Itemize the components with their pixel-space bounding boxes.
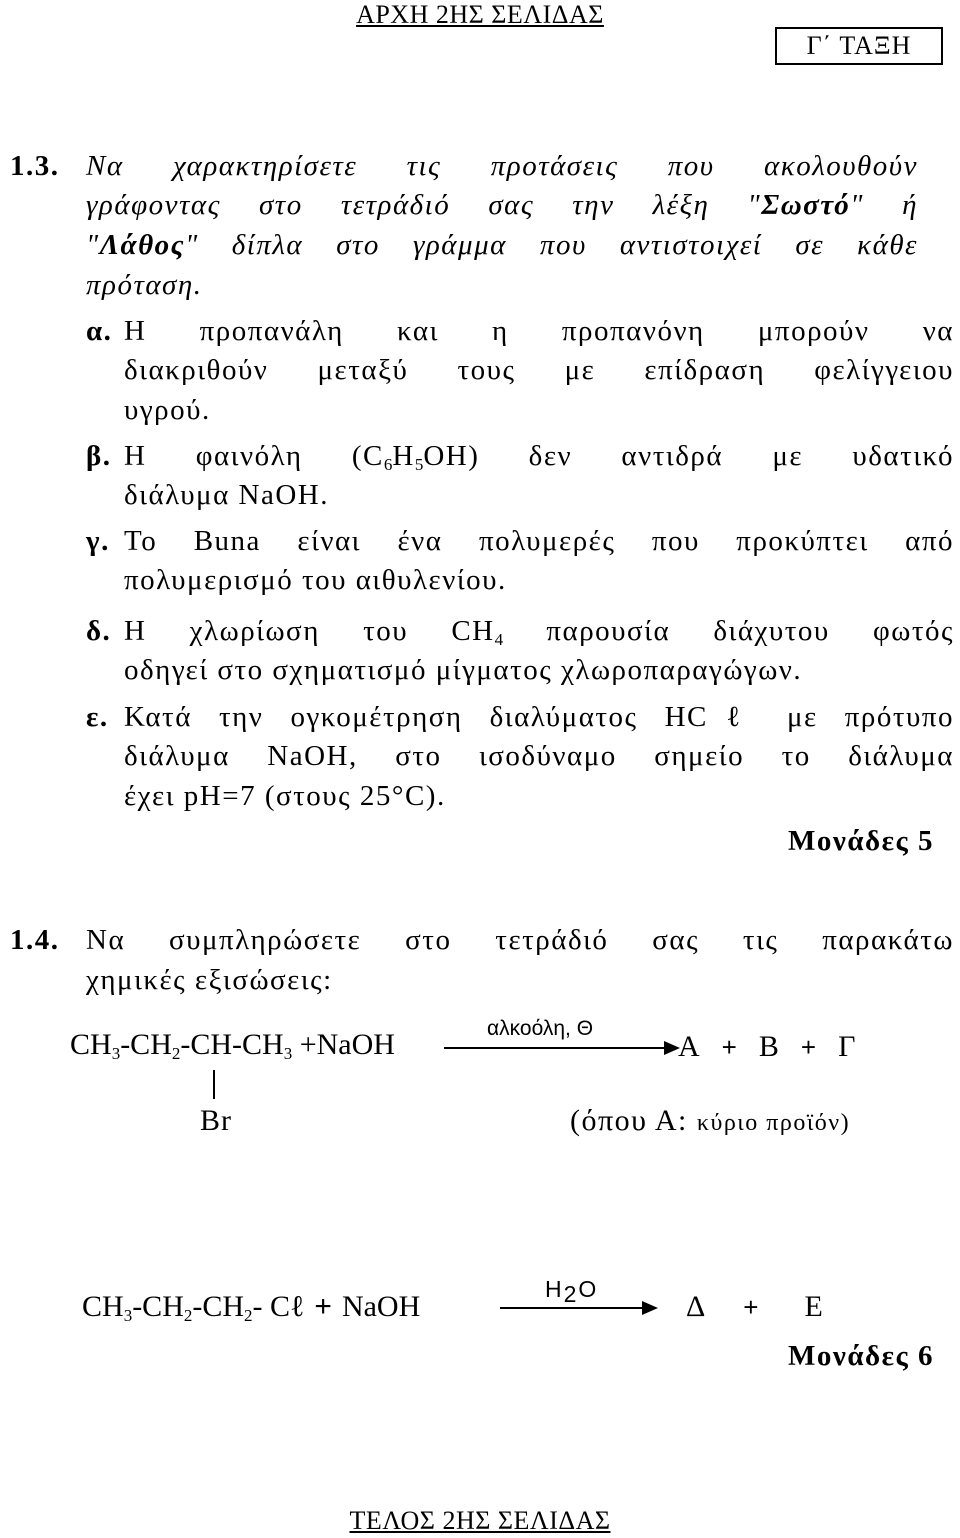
reaction-arrow-2-shaft bbox=[500, 1307, 646, 1309]
equation-1-note: (όπου Α: κύριο προϊόν) bbox=[570, 1104, 851, 1137]
item-b-line-2: διάλυμα NaOH. bbox=[124, 479, 329, 511]
item-e-line-2: διάλυμα NaOH, στο ισοδύναμο σημείο το διάλυμα bbox=[124, 740, 954, 772]
equation-1-products: Α + Β + Γ bbox=[678, 1030, 856, 1063]
marks-q14: Μονάδες 6 bbox=[788, 1340, 934, 1372]
equation-2-products: Δ + Ε bbox=[686, 1290, 823, 1323]
q14-intro-line-1: Να συμπληρώσετε στο τετράδιό σας τις παρακάτω bbox=[86, 924, 954, 956]
equation-1-condition: αλκοόλη, Θ bbox=[487, 1017, 594, 1040]
page-top-header: ΑΡΧΗ 2ΗΣ ΣΕΛΙΔΑΣ bbox=[356, 0, 604, 29]
q13-intro-line-2: γράφοντας στο τετράδιό σας την λέξη "Σωστό" ή bbox=[86, 189, 918, 221]
q13-intro-line-3: "Λάθος" δίπλα στο γράμμα που αντιστοιχεί σε κάθε bbox=[86, 229, 918, 261]
item-letter-a: α. bbox=[86, 315, 113, 347]
item-letter-e: ε. bbox=[86, 701, 109, 733]
item-c-line-2: πολυμερισμό του αιθυλενίου. bbox=[124, 564, 507, 596]
bromine-substituent: Br bbox=[200, 1104, 232, 1137]
item-d-line-1: Η χλωρίωση του $CH_4$ παρουσία διάχυτου φωτός bbox=[124, 615, 954, 649]
reaction-arrow-1-shaft bbox=[444, 1047, 668, 1049]
correct-word: Σωστό bbox=[761, 189, 851, 221]
equation-2-reactants: $CH_3-CH_2-CH_2-$ Cℓ + NaOH bbox=[82, 1290, 421, 1325]
equation-2-condition: H2O bbox=[545, 1276, 597, 1307]
class-label-box: Γ΄ ΤΑΞΗ bbox=[775, 27, 943, 65]
page-end-footer: ΤΕΛΟΣ 2ΗΣ ΣΕΛΙΔΑΣ bbox=[349, 1506, 611, 1535]
item-a-line-3: υγρού. bbox=[124, 394, 211, 426]
q13-intro-line-1: Να χαρακτηρίσετε τις προτάσεις που ακολουθούν bbox=[86, 150, 918, 182]
substituent-bond bbox=[213, 1070, 215, 1099]
item-letter-b: β. bbox=[86, 440, 112, 472]
item-a-line-2: διακριθούν μεταξύ τους με επίδραση φελίγγειου bbox=[124, 354, 954, 386]
item-b-line-1: Η φαινόλη $(C_6H_5OH)$ δεν αντιδρά με υδατικό bbox=[124, 440, 955, 474]
wrong-word: Λάθος bbox=[99, 229, 186, 261]
item-d-line-2: οδηγεί στο σχηματισμό μίγματος χλωροπαραγώγων. bbox=[124, 654, 803, 686]
item-letter-d: δ. bbox=[86, 615, 112, 647]
question-number-1-3: 1.3. bbox=[10, 150, 60, 182]
item-c-line-1: Το Buna είναι ένα πολυμερές που προκύπτει από bbox=[124, 525, 954, 557]
equation-1-reactants: $CH_3-CH_2-CH-CH_3$ +NaOH bbox=[70, 1028, 395, 1063]
q14-intro-line-2: χημικές εξισώσεις: bbox=[86, 964, 333, 996]
q13-intro-line-4: πρόταση. bbox=[86, 269, 203, 301]
item-e-line-1: Κατά την ογκομέτρηση διαλύματος HCℓ με πρότυπο bbox=[124, 701, 954, 733]
marks-q13: Μονάδες 5 bbox=[788, 825, 934, 857]
item-letter-c: γ. bbox=[86, 525, 110, 557]
reaction-arrow-2-head bbox=[642, 1301, 658, 1315]
item-a-line-1: Η προπανάλη και η προπανόνη μπορούν να bbox=[124, 315, 954, 347]
question-number-1-4: 1.4. bbox=[10, 924, 60, 956]
item-e-line-3: έχει pH=7 (στους 25°C). bbox=[124, 780, 446, 812]
